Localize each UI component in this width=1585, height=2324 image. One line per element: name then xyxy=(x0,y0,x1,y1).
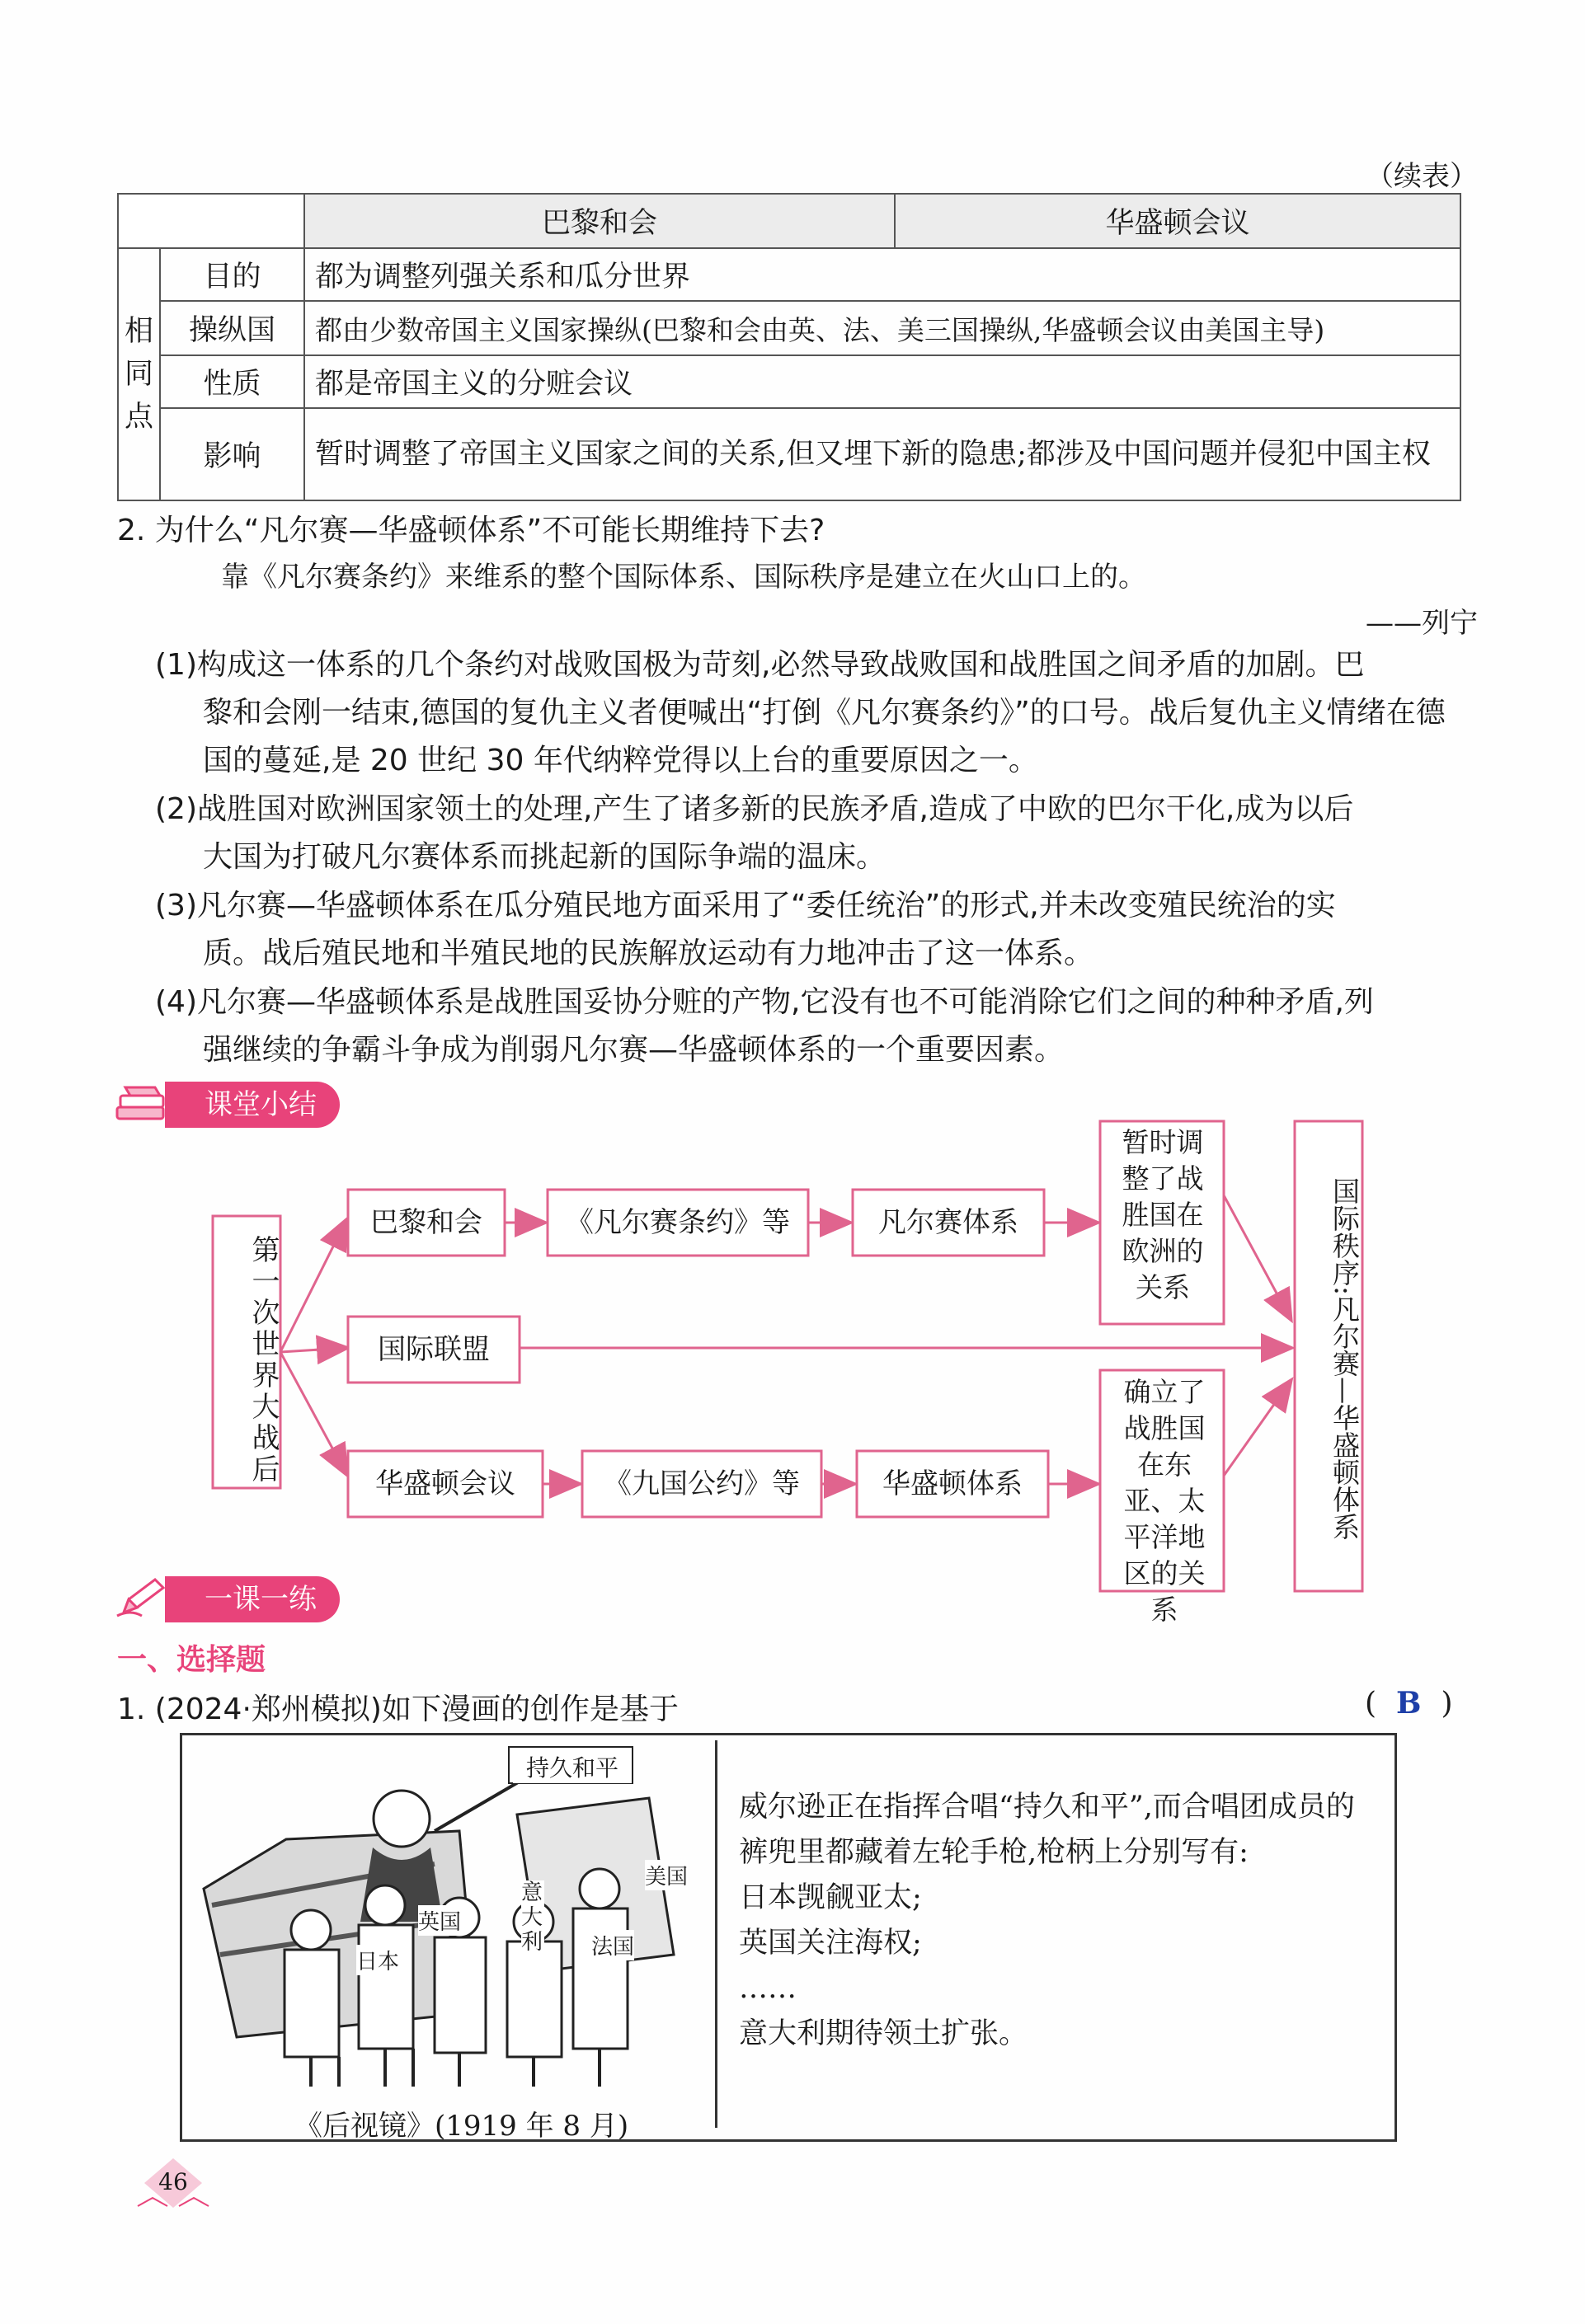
pencil-icon xyxy=(114,1576,172,1619)
table-corner xyxy=(118,194,304,248)
answer-bracket: ( B ) xyxy=(1365,1686,1453,1721)
flow-versailles-system: 凡尔赛体系 xyxy=(878,1206,1018,1239)
lenin-quote: 靠《凡尔赛条约》来维系的整个国际体系、国际秩序是建立在火山口上的。 xyxy=(221,561,1146,594)
material-line: 日本觊觎亚太; xyxy=(739,1881,922,1914)
material-line: 意大利期待领土扩张。 xyxy=(739,2017,1028,2050)
answer-value: B xyxy=(1396,1686,1422,1721)
flow-bottom-result: 确立了战胜国在东亚、太平洋地区的关系 xyxy=(1123,1376,1206,1626)
summary-badge: 课堂小结 xyxy=(165,1082,340,1128)
answer-paragraph: (3)凡尔赛—华盛顿体系在瓜分殖民地方面采用了“委任统治”的形式,并未改变殖民统治的实 质。战后殖民地和半殖民地的民族解放运动有力地冲击了这一体系。 xyxy=(155,889,1336,970)
material-line: 英国关注海权; xyxy=(739,1927,922,1960)
row-content: 都为调整列强关系和瓜分世界 xyxy=(304,248,1460,301)
answer-paragraph: (2)战胜国对欧洲国家领土的处理,产生了诸多新的民族矛盾,造成了中欧的巴尔干化,成为以后 大国为打破凡尔赛体系而挑起新的国际争端的温床。 xyxy=(155,792,1354,874)
table-header-row xyxy=(118,194,1460,248)
table-row xyxy=(118,301,1460,355)
comparison-table xyxy=(117,193,1461,501)
material-line: …… xyxy=(739,1972,797,2005)
header-paris: 巴黎和会 xyxy=(304,194,895,248)
flow-washington-conference: 华盛顿会议 xyxy=(375,1467,515,1500)
row-category: 目的 xyxy=(160,248,304,301)
row-content: 都由少数帝国主义国家操纵(巴黎和会由英、法、美三国操纵,华盛顿会议由美国主导) xyxy=(304,301,1460,355)
side-label: 相 同 点 xyxy=(118,248,160,500)
flow-paris-conference: 巴黎和会 xyxy=(370,1206,482,1239)
cartoon-panel xyxy=(187,1740,717,2143)
cartoon-label-italy: 意大利 xyxy=(521,1880,543,1955)
table-row xyxy=(118,355,1460,408)
material-box xyxy=(180,1733,1397,2142)
cartoon-label-usa: 美国 xyxy=(645,1860,688,1890)
cartoon-label-japan: 日本 xyxy=(356,1945,399,1975)
row-category: 影响 xyxy=(160,408,304,500)
header-washington: 华盛顿会议 xyxy=(895,194,1460,248)
page-number: 46 xyxy=(158,2168,188,2195)
row-content: 都是帝国主义的分赃会议 xyxy=(304,355,1460,408)
cartoon-label-uk: 英国 xyxy=(418,1905,461,1936)
books-icon xyxy=(114,1082,172,1125)
flow-top-result: 暂时调整了战胜国在欧洲的关系 xyxy=(1122,1126,1204,1303)
question-1-text: 1. (2024·郑州模拟)如下漫画的创作是基于 xyxy=(117,1693,679,1726)
row-content: 暂时调整了帝国主义国家之间的关系,但又埋下新的隐患;都涉及中国问题并侵犯中国主权 xyxy=(304,408,1460,500)
flow-root: 第一次世界大战后 xyxy=(247,1235,280,1486)
cartoon-label-france: 法国 xyxy=(591,1930,634,1960)
material-text xyxy=(739,1785,1382,2057)
flow-versailles-treaty: 《凡尔赛条约》等 xyxy=(566,1206,790,1239)
flow-final-order: 国际秩序:凡尔赛—华盛顿体系 xyxy=(1329,1176,1361,1541)
flow-league-of-nations: 国际联盟 xyxy=(378,1333,490,1366)
cartoon-caption: 《后视镜》(1919 年 8 月) xyxy=(294,2110,629,2143)
material-line: 威尔逊正在指挥合唱“持久和平”,而合唱团成员的裤兜里都藏着左轮手枪,枪柄上分别写有: xyxy=(739,1791,1355,1869)
table-row xyxy=(118,248,1460,301)
cartoon-banner-label: 持久和平 xyxy=(513,1750,632,1783)
answer-paragraph: (1)构成这一体系的几个条约对战败国极为苛刻,必然导致战败国和战胜国之间矛盾的加剧。巴 黎和会刚一结束,德国的复仇主义者便喊出“打倒《凡尔赛条约》”的口号。战后复仇主义情绪在德国的蔓延,是 20 世纪 30 年代纳粹党得以上台的重要原因之一。 xyxy=(155,648,1446,777)
continued-label: （续表） xyxy=(1366,160,1478,193)
question-2-title: 2. 为什么“凡尔赛—华盛顿体系”不可能长期维持下去? xyxy=(117,514,825,547)
table-row xyxy=(118,408,1460,500)
row-category: 性质 xyxy=(160,355,304,408)
flow-washington-system: 华盛顿体系 xyxy=(882,1467,1023,1500)
section-heading: 一、选择题 xyxy=(117,1643,266,1677)
row-category: 操纵国 xyxy=(160,301,304,355)
answer-paragraph: (4)凡尔赛—华盛顿体系是战胜国妥协分赃的产物,它没有也不可能消除它们之间的种种矛盾,列 强继续的争霸斗争成为削弱凡尔赛—华盛顿体系的一个重要因素。 xyxy=(155,985,1374,1067)
flow-nine-power-treaty: 《九国公约》等 xyxy=(604,1467,800,1500)
practice-badge: 一课一练 xyxy=(165,1576,340,1622)
quote-citation: ——列宁 xyxy=(1366,607,1478,640)
